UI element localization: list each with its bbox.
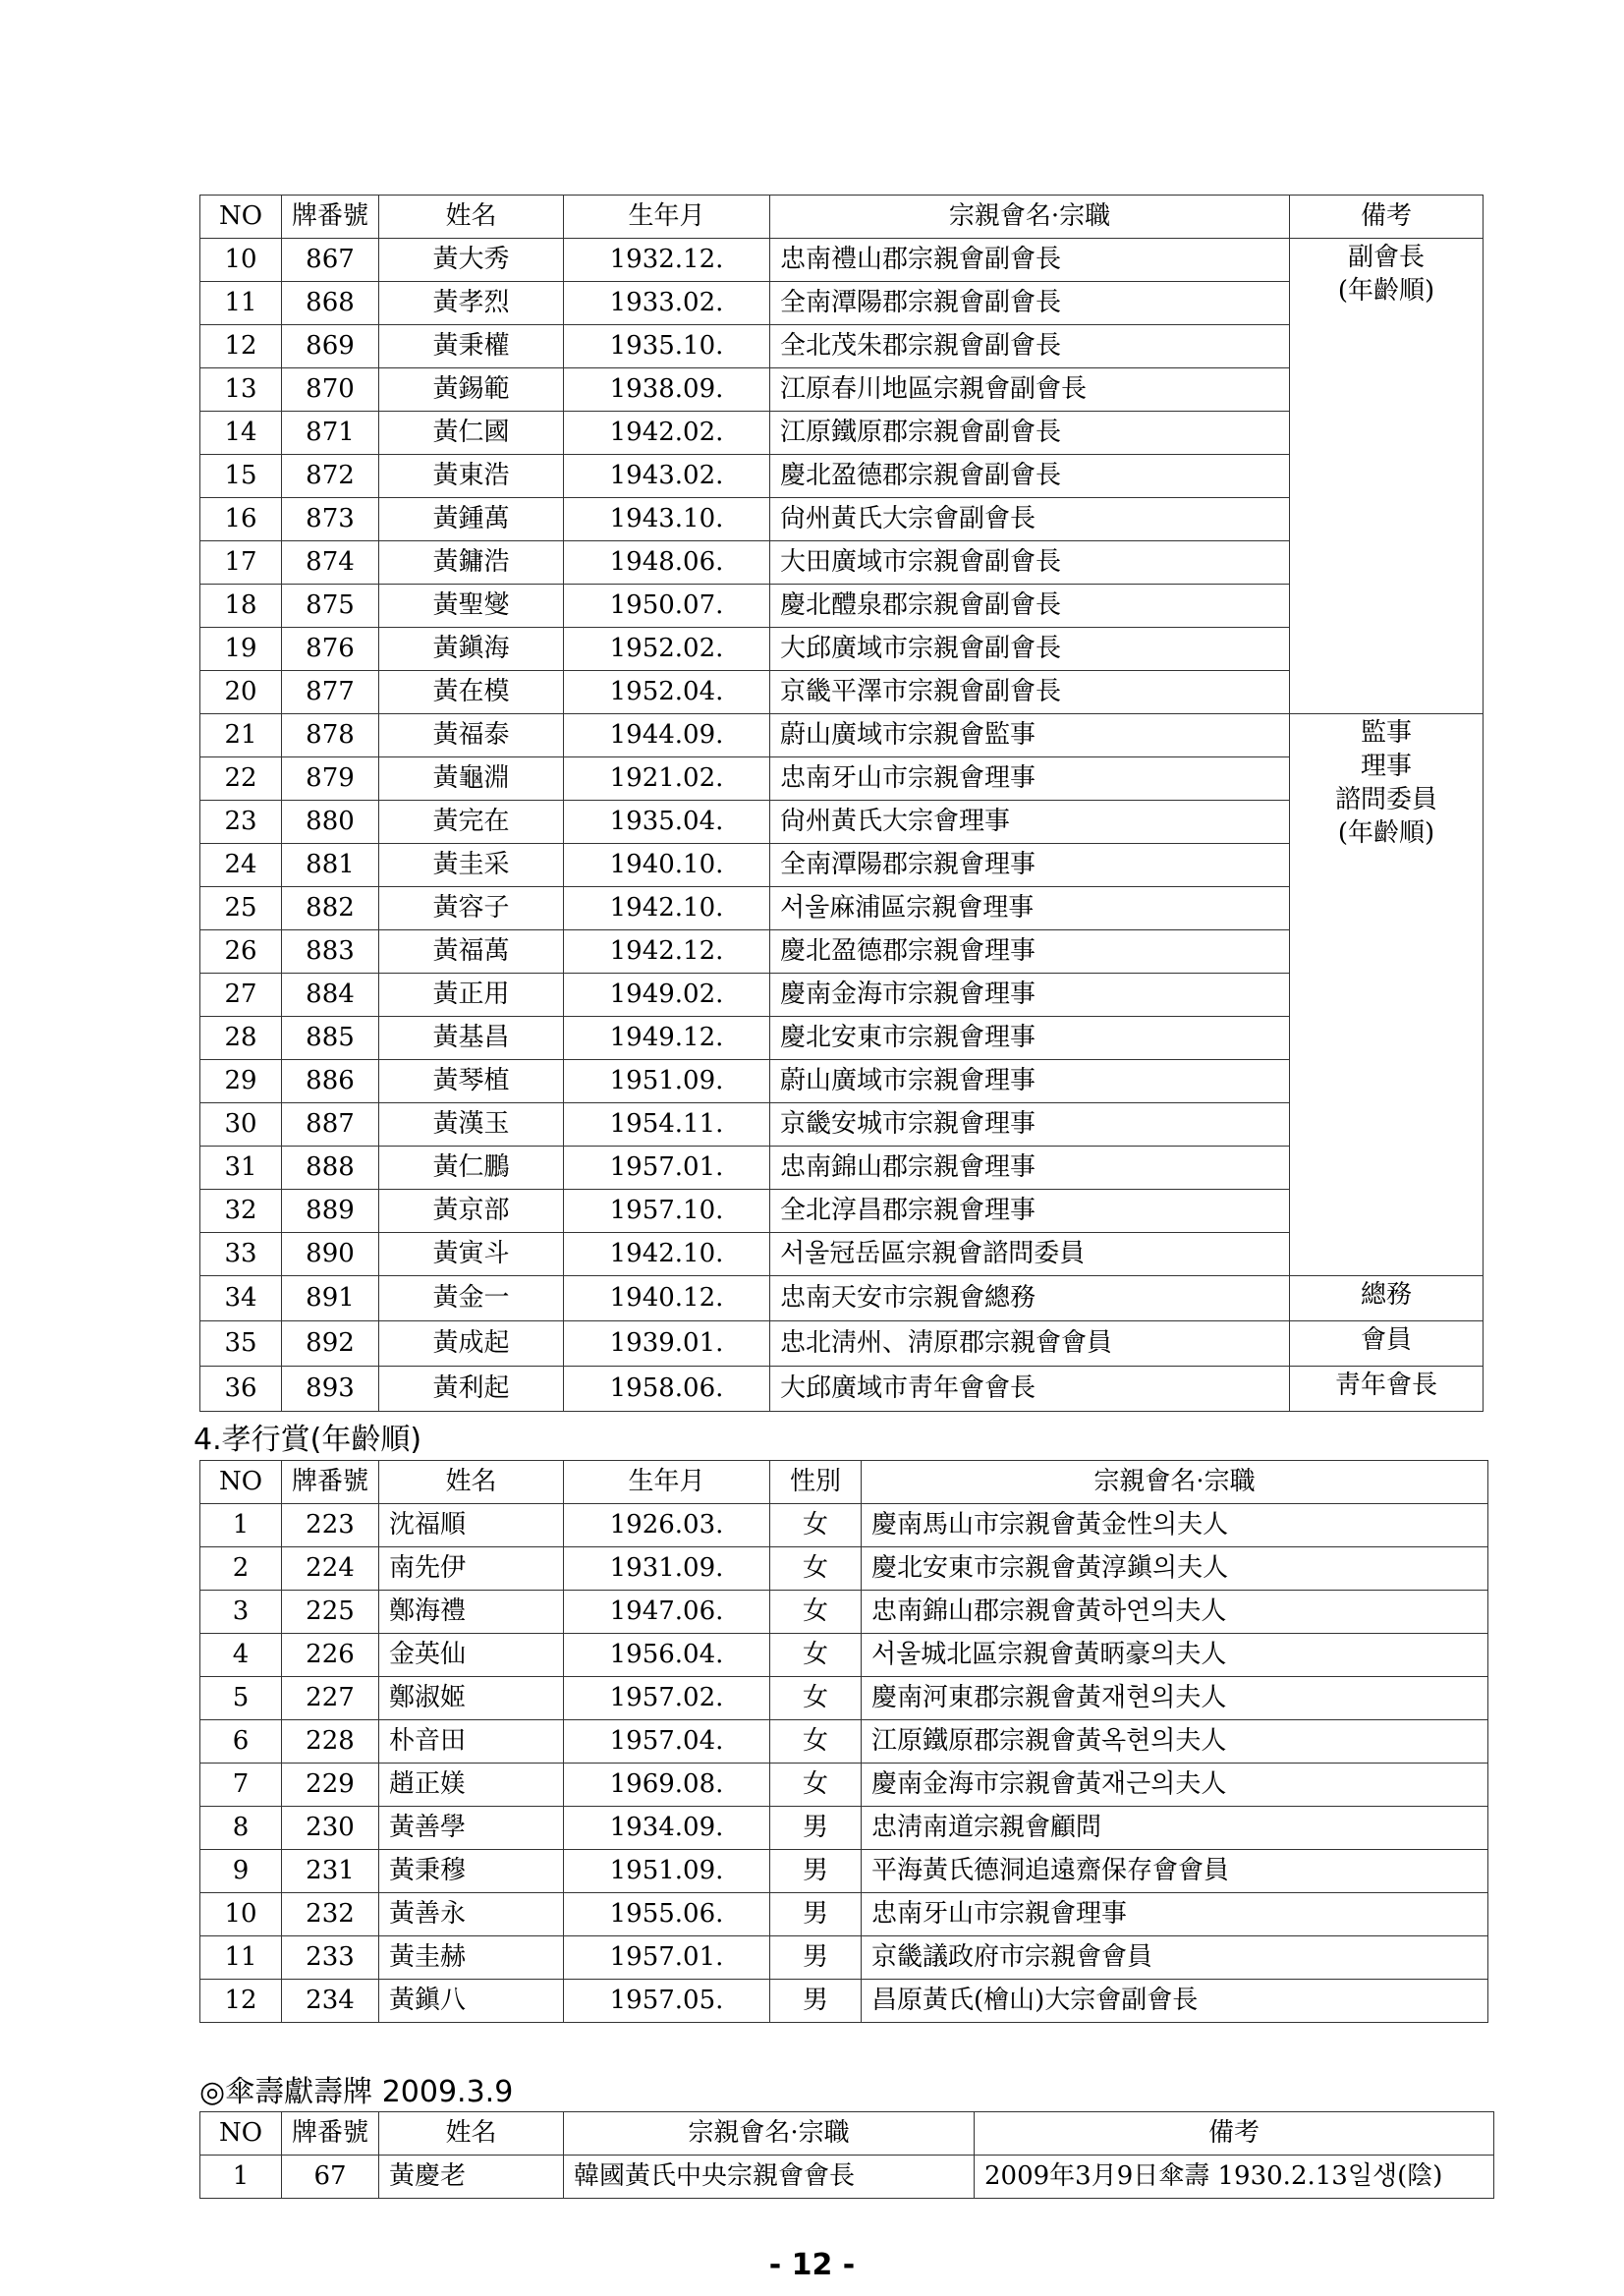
page-number: - 12 - [768, 2248, 856, 2282]
no-cell: 22 [200, 757, 282, 801]
affiliation-cell: 慶北盈德郡宗親會理事 [770, 930, 1290, 974]
longevity-plaque-table-header [200, 2112, 1494, 2156]
plaque-number-cell: 879 [282, 757, 379, 801]
table-row [200, 1764, 1488, 1807]
no-cell: 6 [200, 1720, 282, 1764]
plaque-number-cell: 893 [282, 1367, 379, 1412]
plaque-number-cell: 870 [282, 368, 379, 412]
column-header: 宗親會名·宗職 [862, 1461, 1488, 1504]
name-cell: 黃鎭八 [379, 1980, 564, 2023]
gender-cell: 女 [770, 1764, 862, 1807]
no-cell: 30 [200, 1103, 282, 1147]
remark-line: 會員 [1360, 1325, 1412, 1355]
remark-line: 靑年會長 [1334, 1371, 1437, 1400]
plaque-number-cell: 877 [282, 671, 379, 714]
no-cell: 11 [200, 282, 282, 325]
no-cell: 24 [200, 844, 282, 887]
table-row [200, 1367, 1484, 1412]
column-header: 生年月 [564, 196, 770, 239]
longevity-plaque-table-body [200, 2156, 1494, 2199]
birth-cell: 1958.06. [564, 1367, 770, 1412]
no-cell: 4 [200, 1634, 282, 1677]
plaque-number-cell: 867 [282, 239, 379, 282]
table-row [200, 1547, 1488, 1591]
name-cell: 黃容子 [379, 887, 564, 930]
affiliation-cell: 慶南河東郡宗親會黃재현의夫人 [862, 1677, 1488, 1720]
no-cell: 34 [200, 1276, 282, 1321]
affiliation-cell: 忠淸南道宗親會顧問 [862, 1807, 1488, 1850]
plaque-number-cell: 225 [282, 1591, 379, 1634]
affiliation-cell: 蔚山廣域市宗親會理事 [770, 1060, 1290, 1103]
officers-table [199, 195, 1484, 1412]
plaque-number-cell: 886 [282, 1060, 379, 1103]
remark-cell [1290, 714, 1484, 1276]
name-cell: 南先伊 [379, 1547, 564, 1591]
plaque-number-cell: 233 [282, 1936, 379, 1980]
affiliation-cell: 慶南金海市宗親會理事 [770, 974, 1290, 1017]
no-cell: 1 [200, 1504, 282, 1547]
affiliation-cell: 忠南牙山市宗親會理事 [770, 757, 1290, 801]
no-cell: 17 [200, 541, 282, 585]
birth-cell: 1942.10. [564, 1233, 770, 1276]
birth-cell: 1949.02. [564, 974, 770, 1017]
name-cell: 沈福順 [379, 1504, 564, 1547]
gender-cell: 男 [770, 1936, 862, 1980]
birth-cell: 1952.02. [564, 628, 770, 671]
no-cell: 19 [200, 628, 282, 671]
affiliation-cell: 慶南金海市宗親會黃재근의夫人 [862, 1764, 1488, 1807]
remark-cell: 2009年3月9日傘壽 1930.2.13일생(陰) [975, 2156, 1494, 2199]
remark-cell [1290, 1367, 1484, 1412]
no-cell: 28 [200, 1017, 282, 1060]
plaque-number-cell: 223 [282, 1504, 379, 1547]
plaque-number-cell: 869 [282, 325, 379, 368]
birth-cell: 1952.04. [564, 671, 770, 714]
affiliation-cell: 忠南禮山郡宗親會副會長 [770, 239, 1290, 282]
affiliation-cell: 韓國黃氏中央宗親會會長 [564, 2156, 975, 2199]
table-row [200, 1893, 1488, 1936]
no-cell: 1 [200, 2156, 282, 2199]
plaque-number-cell: 888 [282, 1147, 379, 1190]
birth-cell: 1957.10. [564, 1190, 770, 1233]
birth-cell: 1957.04. [564, 1720, 770, 1764]
birth-cell: 1942.10. [564, 887, 770, 930]
name-cell: 黃龜淵 [379, 757, 564, 801]
no-cell: 14 [200, 412, 282, 455]
table-row [200, 1850, 1488, 1893]
plaque-number-cell: 232 [282, 1893, 379, 1936]
remark-cell [1290, 1276, 1484, 1321]
name-cell: 黃仁鵬 [379, 1147, 564, 1190]
affiliation-cell: 慶北醴泉郡宗親會副會長 [770, 585, 1290, 628]
name-cell: 黃鍾萬 [379, 498, 564, 541]
table-row [200, 2156, 1494, 2199]
name-cell: 黃仁國 [379, 412, 564, 455]
remark-line: 副會長 [1347, 243, 1425, 272]
name-cell: 金英仙 [379, 1634, 564, 1677]
affiliation-cell: 平海黃氏德洞追遠齋保存會會員 [862, 1850, 1488, 1893]
affiliation-cell: 大邱廣域市靑年會會長 [770, 1367, 1290, 1412]
no-cell: 13 [200, 368, 282, 412]
birth-cell: 1943.10. [564, 498, 770, 541]
name-cell: 黃慶老 [379, 2156, 564, 2199]
remark-line: 理事 [1360, 752, 1412, 781]
column-header: 性別 [770, 1461, 862, 1504]
name-cell: 鄭淑姬 [379, 1677, 564, 1720]
birth-cell: 1957.01. [564, 1936, 770, 1980]
no-cell: 25 [200, 887, 282, 930]
affiliation-cell: 忠南牙山市宗親會理事 [862, 1893, 1488, 1936]
affiliation-cell: 尙州黃氏大宗會理事 [770, 801, 1290, 844]
affiliation-cell: 京畿平澤市宗親會副會長 [770, 671, 1290, 714]
no-cell: 21 [200, 714, 282, 757]
birth-cell: 1956.04. [564, 1634, 770, 1677]
gender-cell: 女 [770, 1720, 862, 1764]
birth-cell: 1947.06. [564, 1591, 770, 1634]
table-row [200, 1276, 1484, 1321]
table-row [200, 1980, 1488, 2023]
name-cell: 黃聖燮 [379, 585, 564, 628]
name-cell: 黃完在 [379, 801, 564, 844]
affiliation-cell: 全北茂朱郡宗親會副會長 [770, 325, 1290, 368]
gender-cell: 女 [770, 1591, 862, 1634]
table-row [200, 1677, 1488, 1720]
plaque-number-cell: 231 [282, 1850, 379, 1893]
gender-cell: 男 [770, 1807, 862, 1850]
name-cell: 黃在模 [379, 671, 564, 714]
plaque-number-cell: 883 [282, 930, 379, 974]
birth-cell: 1955.06. [564, 1893, 770, 1936]
plaque-number-cell: 887 [282, 1103, 379, 1147]
remark-line: 總務 [1360, 1280, 1412, 1310]
no-cell: 26 [200, 930, 282, 974]
name-cell: 黃善永 [379, 1893, 564, 1936]
no-cell: 3 [200, 1591, 282, 1634]
gender-cell: 男 [770, 1850, 862, 1893]
affiliation-cell: 慶南馬山市宗親會黃金性의夫人 [862, 1504, 1488, 1547]
plaque-number-cell: 889 [282, 1190, 379, 1233]
remark-line: (年齡順) [1337, 276, 1435, 306]
name-cell: 黃秉穆 [379, 1850, 564, 1893]
birth-cell: 1942.12. [564, 930, 770, 974]
affiliation-cell: 慶北盈德郡宗親會副會長 [770, 455, 1290, 498]
no-cell: 23 [200, 801, 282, 844]
plaque-number-cell: 229 [282, 1764, 379, 1807]
name-cell: 黃京部 [379, 1190, 564, 1233]
birth-cell: 1939.01. [564, 1321, 770, 1367]
table-row [200, 1634, 1488, 1677]
affiliation-cell: 全南潭陽郡宗親會理事 [770, 844, 1290, 887]
no-cell: 35 [200, 1321, 282, 1367]
plaque-number-cell: 67 [282, 2156, 379, 2199]
affiliation-cell: 京畿安城市宗親會理事 [770, 1103, 1290, 1147]
plaque-number-cell: 226 [282, 1634, 379, 1677]
column-header: NO [200, 2112, 282, 2156]
affiliation-cell: 忠北淸州、淸原郡宗親會會員 [770, 1321, 1290, 1367]
birth-cell: 1921.02. [564, 757, 770, 801]
column-header: 備考 [975, 2112, 1494, 2156]
name-cell: 黃錫範 [379, 368, 564, 412]
name-cell: 鄭海禮 [379, 1591, 564, 1634]
affiliation-cell: 京畿議政府市宗親會會員 [862, 1936, 1488, 1980]
plaque-number-cell: 880 [282, 801, 379, 844]
filial-award-heading: 4.孝行賞(年齡順) [194, 1423, 422, 1457]
plaque-number-cell: 892 [282, 1321, 379, 1367]
affiliation-cell: 大邱廣域市宗親會副會長 [770, 628, 1290, 671]
affiliation-cell: 忠南天安市宗親會總務 [770, 1276, 1290, 1321]
no-cell: 9 [200, 1850, 282, 1893]
birth-cell: 1935.04. [564, 801, 770, 844]
affiliation-cell: 江原春川地區宗親會副會長 [770, 368, 1290, 412]
gender-cell: 男 [770, 1980, 862, 2023]
no-cell: 10 [200, 1893, 282, 1936]
plaque-number-cell: 228 [282, 1720, 379, 1764]
plaque-number-cell: 882 [282, 887, 379, 930]
birth-cell: 1954.11. [564, 1103, 770, 1147]
gender-cell: 女 [770, 1547, 862, 1591]
name-cell: 趙正媄 [379, 1764, 564, 1807]
table-row [200, 1321, 1484, 1367]
birth-cell: 1948.06. [564, 541, 770, 585]
no-cell: 15 [200, 455, 282, 498]
plaque-number-cell: 234 [282, 1980, 379, 2023]
no-cell: 10 [200, 239, 282, 282]
birth-cell: 1940.12. [564, 1276, 770, 1321]
no-cell: 12 [200, 1980, 282, 2023]
name-cell: 黃東浩 [379, 455, 564, 498]
column-header: 宗親會名·宗職 [770, 196, 1290, 239]
plaque-number-cell: 890 [282, 1233, 379, 1276]
birth-cell: 1957.02. [564, 1677, 770, 1720]
no-cell: 27 [200, 974, 282, 1017]
affiliation-cell: 서울冠岳區宗親會諮問委員 [770, 1233, 1290, 1276]
birth-cell: 1940.10. [564, 844, 770, 887]
name-cell: 黃正用 [379, 974, 564, 1017]
officers-table-body [200, 239, 1484, 1412]
plaque-number-cell: 878 [282, 714, 379, 757]
birth-cell: 1933.02. [564, 282, 770, 325]
no-cell: 2 [200, 1547, 282, 1591]
affiliation-cell: 尙州黃氏大宗會副會長 [770, 498, 1290, 541]
column-header: 牌番號 [282, 1461, 379, 1504]
remark-line: (年齡順) [1337, 818, 1435, 848]
birth-cell: 1943.02. [564, 455, 770, 498]
affiliation-cell: 蔚山廣域市宗親會監事 [770, 714, 1290, 757]
gender-cell: 男 [770, 1893, 862, 1936]
remark-line: 諮問委員 [1334, 785, 1437, 814]
plaque-number-cell: 872 [282, 455, 379, 498]
name-cell: 黃圭赫 [379, 1936, 564, 1980]
birth-cell: 1951.09. [564, 1850, 770, 1893]
no-cell: 16 [200, 498, 282, 541]
column-header: 牌番號 [282, 196, 379, 239]
name-cell: 黃大秀 [379, 239, 564, 282]
affiliation-cell: 昌原黃氏(檜山)大宗會副會長 [862, 1980, 1488, 2023]
column-header: NO [200, 196, 282, 239]
affiliation-cell: 大田廣域市宗親會副會長 [770, 541, 1290, 585]
birth-cell: 1934.09. [564, 1807, 770, 1850]
remark-cell [1290, 1321, 1484, 1367]
column-header: 牌番號 [282, 2112, 379, 2156]
name-cell: 黃福泰 [379, 714, 564, 757]
column-header: 姓名 [379, 196, 564, 239]
plaque-number-cell: 868 [282, 282, 379, 325]
no-cell: 18 [200, 585, 282, 628]
name-cell: 黃成起 [379, 1321, 564, 1367]
name-cell: 黃鎭海 [379, 628, 564, 671]
table-row [200, 714, 1484, 757]
no-cell: 11 [200, 1936, 282, 1980]
no-cell: 8 [200, 1807, 282, 1850]
name-cell: 黃金一 [379, 1276, 564, 1321]
birth-cell: 1942.02. [564, 412, 770, 455]
birth-cell: 1931.09. [564, 1547, 770, 1591]
name-cell: 朴音田 [379, 1720, 564, 1764]
column-header: 備考 [1290, 196, 1484, 239]
officers-table-header [200, 196, 1484, 239]
birth-cell: 1969.08. [564, 1764, 770, 1807]
birth-cell: 1932.12. [564, 239, 770, 282]
birth-cell: 1949.12. [564, 1017, 770, 1060]
birth-cell: 1926.03. [564, 1504, 770, 1547]
name-cell: 黃善學 [379, 1807, 564, 1850]
name-cell: 黃利起 [379, 1367, 564, 1412]
column-header: 宗親會名·宗職 [564, 2112, 975, 2156]
name-cell: 黃寅斗 [379, 1233, 564, 1276]
affiliation-cell: 忠南錦山郡宗親會黃하연의夫人 [862, 1591, 1488, 1634]
table-row [200, 1720, 1488, 1764]
column-header: NO [200, 1461, 282, 1504]
plaque-number-cell: 884 [282, 974, 379, 1017]
plaque-number-cell: 876 [282, 628, 379, 671]
no-cell: 7 [200, 1764, 282, 1807]
table-row [200, 1807, 1488, 1850]
plaque-number-cell: 881 [282, 844, 379, 887]
birth-cell: 1957.05. [564, 1980, 770, 2023]
table-row [200, 1504, 1488, 1547]
plaque-number-cell: 874 [282, 541, 379, 585]
table-row [200, 1936, 1488, 1980]
birth-cell: 1951.09. [564, 1060, 770, 1103]
longevity-plaque-table [199, 2111, 1494, 2199]
affiliation-cell: 忠南錦山郡宗親會理事 [770, 1147, 1290, 1190]
filial-award-table-body [200, 1504, 1488, 2023]
birth-cell: 1950.07. [564, 585, 770, 628]
affiliation-cell: 慶北安東市宗親會黃淳鎭의夫人 [862, 1547, 1488, 1591]
name-cell: 黃鏞浩 [379, 541, 564, 585]
name-cell: 黃基昌 [379, 1017, 564, 1060]
no-cell: 32 [200, 1190, 282, 1233]
no-cell: 20 [200, 671, 282, 714]
plaque-number-cell: 891 [282, 1276, 379, 1321]
affiliation-cell: 江原鐵原郡宗親會黃옥현의夫人 [862, 1720, 1488, 1764]
column-header: 生年月 [564, 1461, 770, 1504]
plaque-number-cell: 885 [282, 1017, 379, 1060]
filial-award-table [199, 1460, 1488, 2023]
no-cell: 29 [200, 1060, 282, 1103]
affiliation-cell: 서울麻浦區宗親會理事 [770, 887, 1290, 930]
affiliation-cell: 慶北安東市宗親會理事 [770, 1017, 1290, 1060]
birth-cell: 1944.09. [564, 714, 770, 757]
affiliation-cell: 江原鐵原郡宗親會副會長 [770, 412, 1290, 455]
remark-line: 監事 [1360, 718, 1412, 748]
remark-cell [1290, 239, 1484, 714]
no-cell: 5 [200, 1677, 282, 1720]
name-cell: 黃福萬 [379, 930, 564, 974]
affiliation-cell: 서울城北區宗親會黃昞豪의夫人 [862, 1634, 1488, 1677]
gender-cell: 女 [770, 1677, 862, 1720]
birth-cell: 1938.09. [564, 368, 770, 412]
birth-cell: 1957.01. [564, 1147, 770, 1190]
gender-cell: 女 [770, 1504, 862, 1547]
filial-award-table-header [200, 1461, 1488, 1504]
longevity-plaque-heading: ◎傘壽獻壽牌 2009.3.9 [199, 2075, 514, 2109]
no-cell: 12 [200, 325, 282, 368]
name-cell: 黃圭采 [379, 844, 564, 887]
plaque-number-cell: 227 [282, 1677, 379, 1720]
plaque-number-cell: 224 [282, 1547, 379, 1591]
no-cell: 33 [200, 1233, 282, 1276]
name-cell: 黃孝烈 [379, 282, 564, 325]
column-header: 姓名 [379, 2112, 564, 2156]
affiliation-cell: 全南潭陽郡宗親會副會長 [770, 282, 1290, 325]
no-cell: 31 [200, 1147, 282, 1190]
plaque-number-cell: 875 [282, 585, 379, 628]
no-cell: 36 [200, 1367, 282, 1412]
column-header: 姓名 [379, 1461, 564, 1504]
table-row [200, 1591, 1488, 1634]
affiliation-cell: 全北淳昌郡宗親會理事 [770, 1190, 1290, 1233]
plaque-number-cell: 873 [282, 498, 379, 541]
name-cell: 黃琴植 [379, 1060, 564, 1103]
birth-cell: 1935.10. [564, 325, 770, 368]
plaque-number-cell: 871 [282, 412, 379, 455]
gender-cell: 女 [770, 1634, 862, 1677]
table-row [200, 239, 1484, 282]
name-cell: 黃秉權 [379, 325, 564, 368]
plaque-number-cell: 230 [282, 1807, 379, 1850]
name-cell: 黃漢玉 [379, 1103, 564, 1147]
